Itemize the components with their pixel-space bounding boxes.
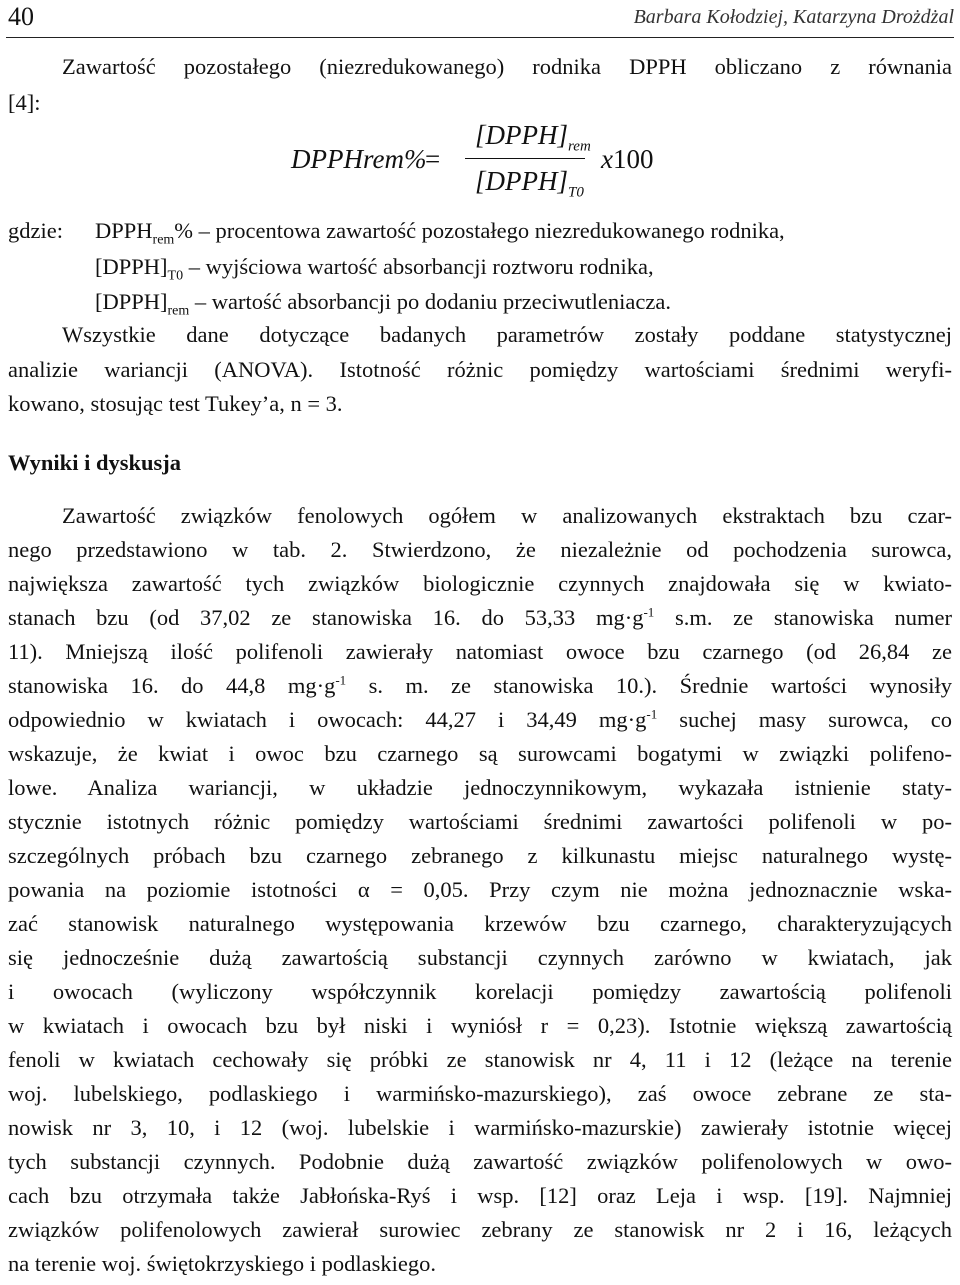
- glossary-label: gdzie:: [8, 218, 63, 243]
- body-line: zać stanowisk naturalnego występowania krzewów bzu czarnego, charakteryzujących: [8, 911, 952, 936]
- body-line: 11). Mniejszą ilość polifenoli zawierały natomiast owoce bzu czarnego (od 26,84 ze: [8, 639, 952, 664]
- body-line: fenoli w kwiatach cechowały się próbki ze stanowisk nr 4, 11 i 12 (leżące na terenie: [8, 1047, 952, 1072]
- formula-equals: =: [425, 144, 441, 174]
- body-line: związków polifenolowych zawierał surowiec zebrany ze stanowisk nr 2 i 16, leżących: [8, 1217, 952, 1242]
- glossary-item: $[DPPH]_{rem}$ – wartość absorbancji po dodaniu przeciwutleniacza.: [95, 289, 671, 319]
- header-rule: [6, 37, 954, 38]
- body-line: i owocach (wyliczony współczynnik korelacji pomiędzy zawartością polifenoli: [8, 979, 952, 1004]
- formula-lhs: DPPHrem%: [291, 144, 427, 174]
- body-line: szczególnych próbach bzu czarnego zebranego z kilkunastu miejsc naturalnego wystę-: [8, 843, 952, 868]
- body-line: lowe. Analiza wariancji, w układzie jednoczynnikowym, wykazała istnienie staty-: [8, 775, 952, 800]
- body-line: wskazuje, że kwiat i owoc bzu czarnego są surowcami bogatymi w związki polifeno-: [8, 741, 952, 766]
- body-line: największa zawartość tych związków biologicznie czynnych znajdowała się w kwiato-: [8, 571, 952, 596]
- formula-multiplier: x100: [601, 144, 654, 174]
- body-line: się jednocześnie dużą zawartością substancji czynnych zarówno w kwiatach, jak: [8, 945, 952, 970]
- formula-numerator: $[DPPH]_{rem}$: [475, 120, 591, 155]
- methods-line: analizie wariancji (ANOVA). Istotność różnic pomiędzy wartościami średnimi weryfi-: [8, 357, 952, 382]
- body-line: stanach bzu (od 37,02 ze stanowiska 16. do 53,33 $mg\cdot g^{-1}$ s.m. ze stanowiska numer: [8, 604, 952, 630]
- body-line: stanowiska 16. do 44,8 $mg\cdot g^{-1}$ s. m. ze stanowiska 10.). Średnie wartości wynosiły: [8, 672, 953, 698]
- body-line: w kwiatach i owocach bzu był niski i wyniósł r = 0,23). Istotnie większą zawartością: [8, 1013, 952, 1038]
- glossary-item: $[DPPH]_{T0}$ – wyjściowa wartość absorbancji roztworu rodnika,: [95, 254, 654, 284]
- formula-denominator: $[DPPH]_{T0}$: [475, 166, 584, 201]
- page-number: 40: [8, 2, 34, 31]
- section-heading: Wyniki i dyskusja: [8, 450, 181, 475]
- body-line: odpowiednio w kwiatach i owocach: 44,27 i 34,49 $mg\cdot g^{-1}$ suchej masy surowca, co: [8, 706, 953, 732]
- running-head-authors: Barbara Kołodziej, Katarzyna Drożdżal: [633, 6, 954, 28]
- body-line: powania na poziomie istotności α = 0,05. Przy czym nie można jednoznacznie wska-: [8, 877, 952, 902]
- body-line: cach bzu otrzymała także Jabłońska-Ryś i wsp. [12] oraz Leja i wsp. [19]. Najmniej: [8, 1183, 952, 1208]
- body-line: woj. lubelskiego, podlaskiego i warmińsko-mazurskiego), zaś owoce zebrane ze sta-: [8, 1081, 952, 1106]
- body-line: stycznie istotnych różnic pomiędzy wartościami średnimi zawartości polifenoli w po-: [8, 809, 952, 834]
- body-line: nego przedstawiono w tab. 2. Stwierdzono, że niezależnie od pochodzenia surowca,: [8, 537, 952, 562]
- body-line: Zawartość związków fenolowych ogółem w analizowanych ekstraktach bzu czar-: [62, 503, 952, 528]
- body-line: tych substancji czynnych. Podobnie dużą zawartość związków polifenolowych w owo-: [8, 1149, 952, 1174]
- intro-line: Zawartość pozostałego (niezredukowanego) rodnika DPPH obliczano z równania: [62, 54, 952, 79]
- intro-line: [4]:: [8, 90, 41, 115]
- methods-line: kowano, stosując test Tukey’a, n = 3.: [8, 391, 343, 416]
- body-line: nowisk nr 3, 10, i 12 (woj. lubelskie i warmińsko-mazurskie) zawierały istotnie więcej: [8, 1115, 952, 1140]
- methods-line: Wszystkie dane dotyczące badanych parametrów zostały poddane statystycznej: [62, 322, 952, 347]
- body-line: na terenie woj. świętokrzyskiego i podlaskiego.: [8, 1251, 437, 1276]
- formula-fraction-bar: [465, 158, 585, 159]
- glossary-item: $DPPH_{rem}\%$ – procentowa zawartość pozostałego niezredukowanego rodnika,: [95, 218, 785, 248]
- dpph-formula: [285, 120, 705, 216]
